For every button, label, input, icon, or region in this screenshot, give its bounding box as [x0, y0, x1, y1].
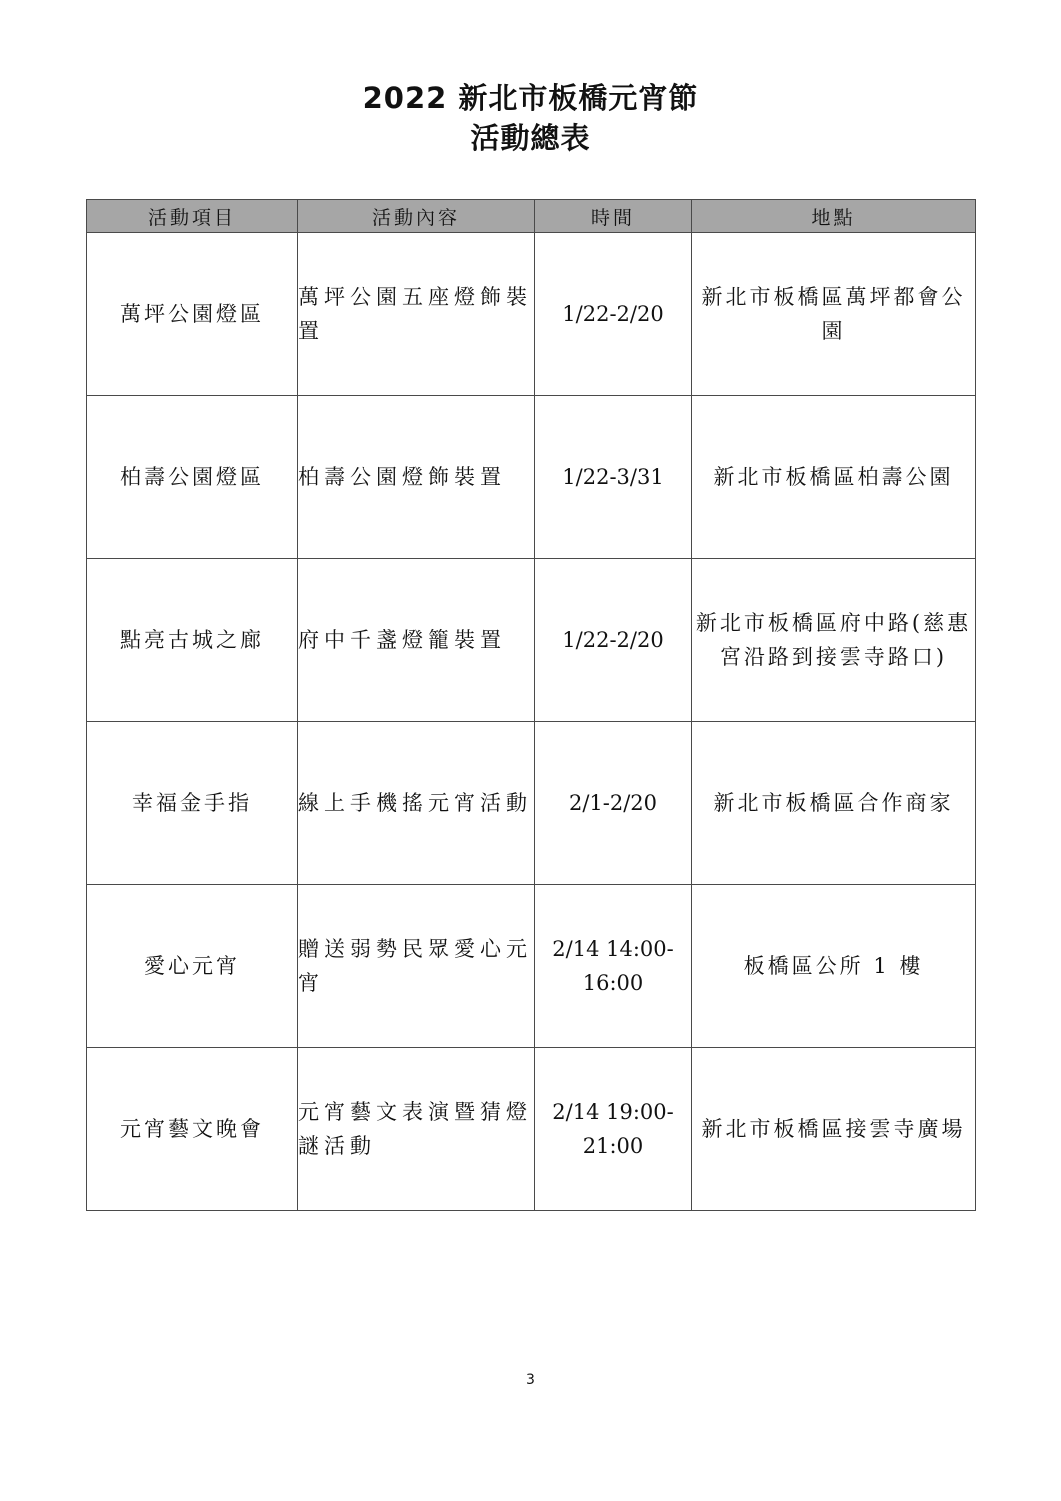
- table-row: [87, 885, 976, 1048]
- cell-item: 柏壽公園燈區: [87, 396, 298, 559]
- header-time: 時間: [535, 200, 692, 233]
- cell-item: 元宵藝文晚會: [87, 1048, 298, 1211]
- cell-time: 1/22-2/20: [535, 233, 692, 396]
- activity-schedule-table: [86, 199, 976, 1211]
- document-title: [0, 78, 1061, 158]
- table-row: [87, 722, 976, 885]
- header-location: 地點: [692, 200, 976, 233]
- cell-content: 柏壽公園燈飾裝置: [298, 396, 535, 559]
- cell-content: 萬坪公園五座燈飾裝置: [298, 233, 535, 396]
- cell-time: 1/22-2/20: [535, 559, 692, 722]
- cell-location: 新北市板橋區接雲寺廣場: [692, 1048, 976, 1211]
- cell-location: 新北市板橋區府中路(慈惠宮沿路到接雲寺路口): [692, 559, 976, 722]
- cell-location: 新北市板橋區柏壽公園: [692, 396, 976, 559]
- table-row: [87, 1048, 976, 1211]
- cell-content: 元宵藝文表演暨猜燈謎活動: [298, 1048, 535, 1211]
- cell-time: 2/14 19:00-21:00: [535, 1048, 692, 1211]
- cell-content: 贈送弱勢民眾愛心元宵: [298, 885, 535, 1048]
- cell-item: 萬坪公園燈區: [87, 233, 298, 396]
- cell-time: 1/22-3/31: [535, 396, 692, 559]
- table-row: [87, 559, 976, 722]
- header-activity-content: 活動內容: [298, 200, 535, 233]
- table-row: [87, 233, 976, 396]
- page-number: 3: [526, 1372, 535, 1388]
- cell-item: 點亮古城之廊: [87, 559, 298, 722]
- cell-time: 2/1-2/20: [535, 722, 692, 885]
- title-line-2: 活動總表: [470, 121, 591, 155]
- cell-location: 板橋區公所 1 樓: [692, 885, 976, 1048]
- cell-item: 幸福金手指: [87, 722, 298, 885]
- table-header-row: [87, 200, 976, 233]
- title-line-1: 2022 新北市板橋元宵節: [362, 81, 699, 115]
- cell-location: 新北市板橋區萬坪都會公園: [692, 233, 976, 396]
- cell-item: 愛心元宵: [87, 885, 298, 1048]
- table-row: [87, 396, 976, 559]
- cell-content: 線上手機搖元宵活動: [298, 722, 535, 885]
- header-activity-item: 活動項目: [87, 200, 298, 233]
- cell-content: 府中千盞燈籠裝置: [298, 559, 535, 722]
- cell-location: 新北市板橋區合作商家: [692, 722, 976, 885]
- cell-time: 2/14 14:00-16:00: [535, 885, 692, 1048]
